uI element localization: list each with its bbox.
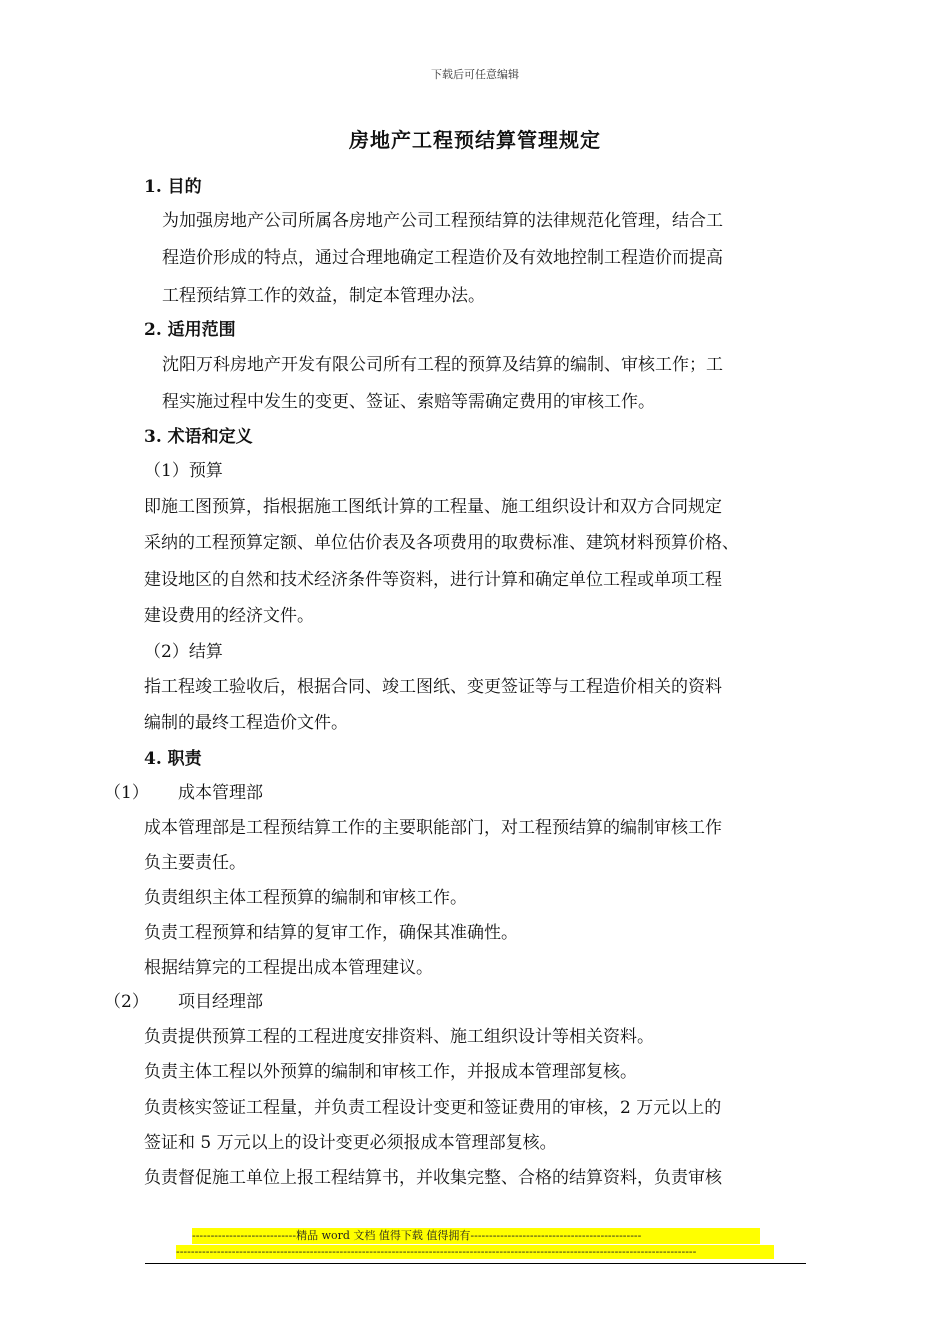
section-3-sub-1-line: 采纳的工程预算定额、单位估价表及各项费用的取费标准、建筑材料预算价格、 <box>144 533 739 553</box>
section-4-sub-1-line: 成本管理部是工程预结算工作的主要职能部门，对工程预结算的编制审核工作 <box>144 818 722 838</box>
section-4-sub-2-line: 负责核实签证工程量，并负责工程设计变更和签证费用的审核，2 万元以上的 <box>144 1098 722 1118</box>
section-4-sub-1-label: 成本管理部 <box>178 783 263 803</box>
section-4-sub-1-line: 负责组织主体工程预算的编制和审核工作。 <box>144 888 467 908</box>
section-4-sub-1-line: 根据结算完的工程提出成本管理建议。 <box>144 958 433 978</box>
section-2-heading: 2. 适用范围 <box>144 320 236 340</box>
section-2-line: 程实施过程中发生的变更、签证、索赔等需确定费用的审核工作。 <box>162 392 655 412</box>
section-1-line: 为加强房地产公司所属各房地产公司工程预结算的法律规范化管理，结合工 <box>162 211 723 231</box>
section-3-sub-2-label: （2）结算 <box>144 642 223 662</box>
section-4-sub-2-line: 负责督促施工单位上报工程结算书，并收集完整、合格的结算资料，负责审核 <box>144 1168 722 1188</box>
footer-banner-line: ----------------------------精品 word 文档 值得下载 值得拥有---------------------------------------------- <box>192 1228 760 1244</box>
section-4-sub-2-line: 签证和 5 万元以上的设计变更必须报成本管理部复核。 <box>144 1133 557 1153</box>
section-4-sub-1-number: （1） <box>104 783 149 803</box>
section-4-sub-2-label: 项目经理部 <box>178 992 263 1012</box>
section-4-sub-2-line: 负责主体工程以外预算的编制和审核工作，并报成本管理部复核。 <box>144 1062 637 1082</box>
footer-divider <box>145 1263 806 1264</box>
section-2-line: 沈阳万科房地产开发有限公司所有工程的预算及结算的编制、审核工作；工 <box>162 355 723 375</box>
section-4-sub-1-line: 负主要责任。 <box>144 853 246 873</box>
section-3-sub-1-line: 即施工图预算，指根据施工图纸计算的工程量、施工组织设计和双方合同规定 <box>144 497 722 517</box>
section-3-sub-1-label: （1）预算 <box>144 461 223 481</box>
section-3-sub-2-line: 指工程竣工验收后，根据合同、竣工图纸、变更签证等与工程造价相关的资料 <box>144 677 722 697</box>
section-1-line: 工程预结算工作的效益，制定本管理办法。 <box>162 286 485 306</box>
section-4-sub-2-line: 负责提供预算工程的工程进度安排资料、施工组织设计等相关资料。 <box>144 1027 654 1047</box>
section-3-sub-2-line: 编制的最终工程造价文件。 <box>144 713 348 733</box>
section-1-line: 程造价形成的特点，通过合理地确定工程造价及有效地控制工程造价而提高 <box>162 248 723 268</box>
section-3-heading: 3. 术语和定义 <box>144 427 253 447</box>
section-4-sub-2-number: （2） <box>104 992 149 1012</box>
section-3-sub-1-line: 建设费用的经济文件。 <box>144 606 314 626</box>
section-1-heading: 1. 目的 <box>144 177 202 197</box>
section-3-sub-1-line: 建设地区的自然和技术经济条件等资料，进行计算和确定单位工程或单项工程 <box>144 570 722 590</box>
section-4-sub-1-line: 负责工程预算和结算的复审工作，确保其准确性。 <box>144 923 518 943</box>
footer-dash-line: -------------------------------------------------------------------------------------------------------------------------------------------- <box>176 1245 774 1259</box>
document-title: 房地产工程预结算管理规定 <box>349 128 601 152</box>
page-header-note: 下载后可任意编辑 <box>431 68 519 81</box>
section-4-heading: 4. 职责 <box>144 749 202 769</box>
